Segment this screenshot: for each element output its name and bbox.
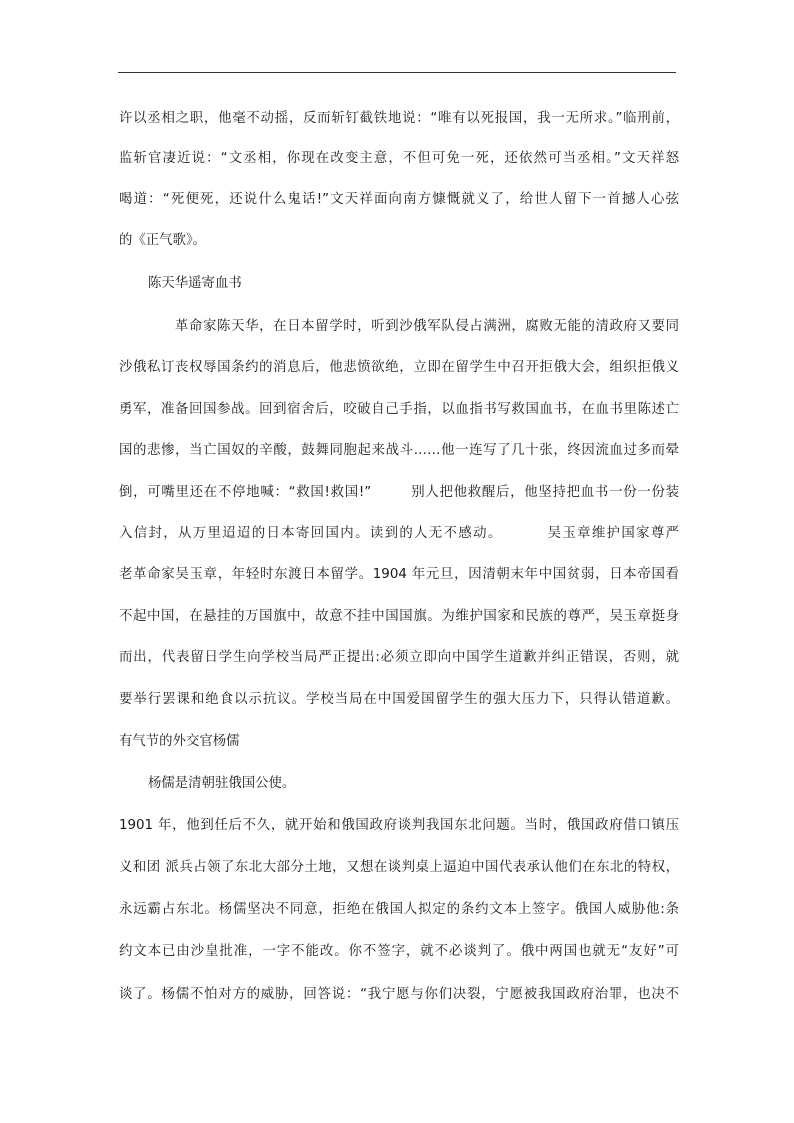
section-heading-chen-tianhua: 陈天华遥寄血书 (148, 276, 242, 291)
text-line-1: 许以丞相之职，他毫不动摇，反而斩钉截铁地说：“唯有以死报国，我一无所求。”临刑前， (119, 111, 679, 126)
text-line-4: 的《正气歌》。 (119, 233, 207, 248)
text-line-17: 杨儒是清朝驻俄国公使。 (148, 776, 296, 791)
text-line-21: 约文本已由沙皇批准，一字不能改。你不签字，就不必谈判了。俄中两国也就无“友好”可 (119, 944, 679, 959)
text-line-13: 不起中国，在悬挂的万国旗中，故意不挂中国国旗。为维护国家和民族的尊严，吴玉章挺身 (119, 609, 679, 624)
text-line-19: 义和团 派兵占领了东北大部分土地，又想在谈判桌上逼迫中国代表承认他们在东北的特权， (119, 860, 679, 875)
text-line-14: 而出，代表留日学生向学校当局严正提出:必须立即向中国学生道歉并纠正错误，否则，就 (119, 650, 679, 665)
text-line-9: 国的悲惨，当亡国奴的辛酸，鼓舞同胞起来战斗……他一连写了几十张，终因流血过多而晕 (119, 443, 679, 458)
text-line-8: 勇军，准备回国参战。回到宿舍后，咬破自己手指，以血指书写救国血书，在血书里陈述亡 (119, 402, 679, 417)
text-line-10: 倒，可嘴里还在不停地喊：“救国!救国!” 别人把他救醒后，他坚持把血书一份一份装 (119, 485, 679, 500)
text-line-20: 永远霸占东北。杨儒坚决不同意，拒绝在俄国人拟定的条约文本上签字。俄国人威胁他:条 (119, 902, 679, 917)
text-line-22: 谈了。杨儒不怕对方的威胁，回答说：“我宁愿与你们决裂，宁愿被我国政府治罪，也决不 (119, 987, 679, 1002)
text-line-7: 沙俄私订丧权辱国条约的消息后，他悲愤欲绝，立即在留学生中召开拒俄大会，组织拒俄义 (119, 360, 679, 375)
text-line-2: 监斩官凄近说：“文丞相，你现在改变主意，不但可免一死，还依然可当丞相。”文天祥怒 (119, 151, 679, 166)
text-line-3: 喝道：“死便死，还说什么鬼话!”文天祥面向南方慷慨就义了，给世人留下一首撼人心弦 (119, 192, 679, 207)
text-line-18: 1901 年，他到任后不久，就开始和俄国政府谈判我国东北问题。当时，俄国政府借口镇压 (119, 818, 679, 833)
text-line-15: 要举行罢课和绝食以示抗议。学校当局在中国爱国留学生的强大压力下，只得认错道歉。 (119, 692, 679, 707)
text-line-6: 革命家陈天华，在日本留学时，听到沙俄军队侵占满洲，腐败无能的清政府又要同 (175, 319, 679, 334)
text-line-12: 老革命家吴玉章，年轻时东渡日本留学。1904 年元旦，因清朝末年中国贫弱，日本帝国看 (119, 567, 679, 582)
header-rule (118, 72, 676, 73)
section-heading-yang-ru: 有气节的外交官杨儒 (119, 734, 240, 749)
text-line-11: 入信封，从万里迢迢的日本寄回国内。读到的人无不感动。 吴玉章维护国家尊严 (119, 526, 679, 541)
